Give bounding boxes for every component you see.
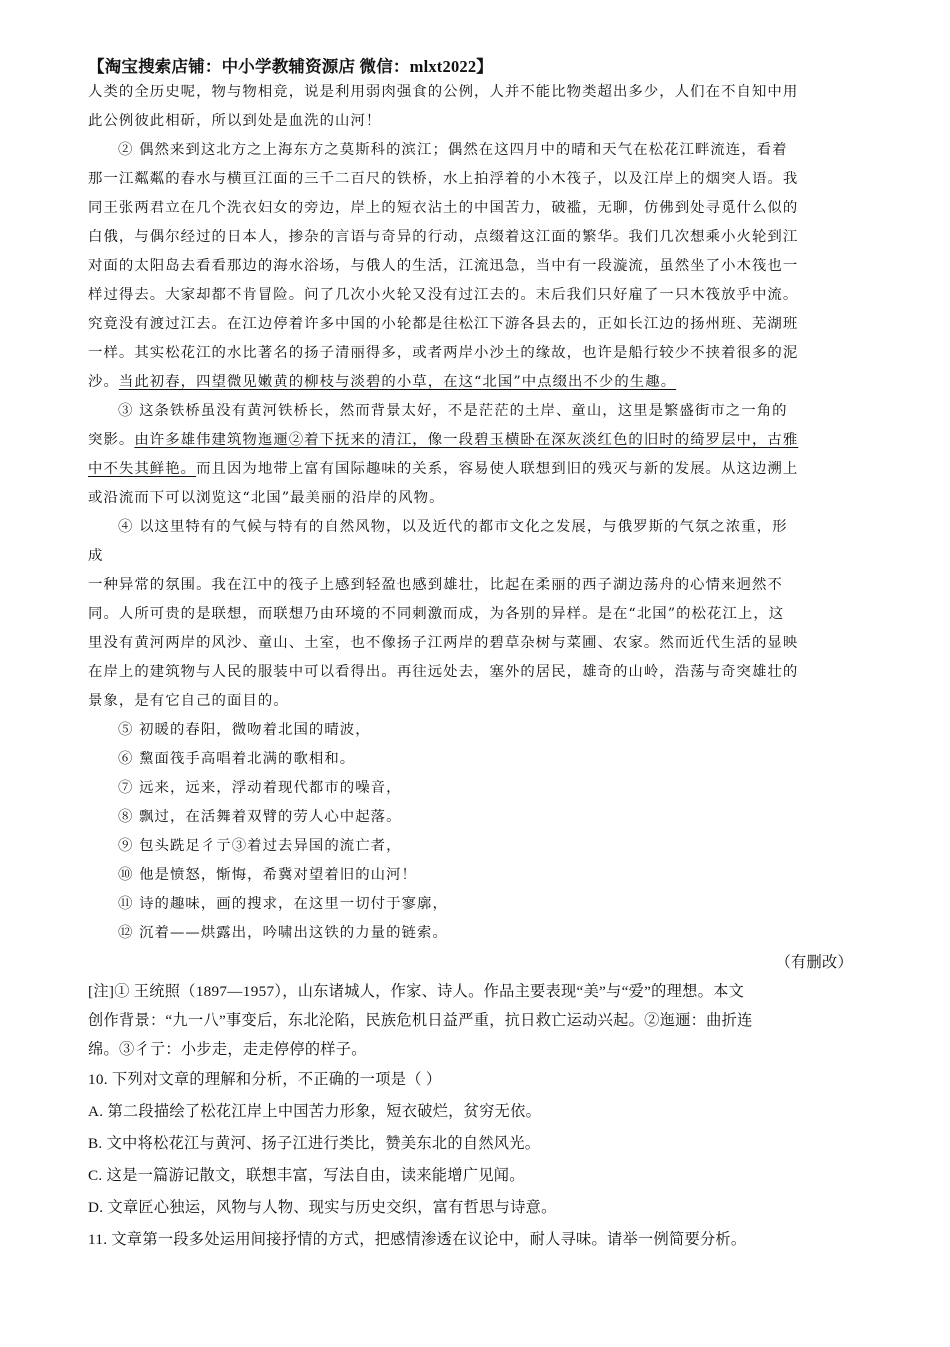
- article-text: 沙。: [88, 374, 119, 390]
- article-line: 同王张两君立在几个洗衣妇女的旁边，岸上的短衣沾土的中国苦力，破褴，无聊，仿佛到处寻觅什么似的: [88, 200, 799, 216]
- note-line: [注]① 王统照（1897—1957），山东诸城人，作家、诗人。作品主要表现“美”与“爱”的理想。本文: [88, 983, 745, 1000]
- article-text: 而且因为地带上富有国际趣味的关系，容易使人联想到旧的残灭与新的发展。从这边溯上: [196, 461, 799, 477]
- poem-line: ⑨ 包头跣足彳亍③着过去异国的流亡者，: [118, 838, 402, 854]
- exam-page: [88, 56, 863, 1256]
- notes-section: [88, 948, 863, 1064]
- article-line: 此公例彼此相斫，所以到处是血洗的山河！: [88, 113, 382, 129]
- article-line: [88, 368, 863, 397]
- poem-line: ⑤ 初暖的春阳，微吻着北国的晴波，: [118, 722, 371, 738]
- poem-line: ⑩ 他是愤怒，惭悔，希冀对望着旧的山河！: [118, 867, 417, 883]
- question-10-option-c: C. 这是一篇游记散文，联想丰富，写法自由，读来能增广见闻。: [88, 1167, 525, 1184]
- article-line: 或沿流而下可以浏览这“北国”最美丽的沿岸的风物。: [88, 490, 445, 506]
- question-11-stem: 11. 文章第一段多处运用间接抒情的方式，把感情渗透在议论中，耐人寻味。请举一例简要分析。: [88, 1231, 747, 1248]
- store-header: 【淘宝搜索店铺：中小学教辅资源店 微信：mlxt2022】: [88, 57, 493, 76]
- poem-line: ⑪ 诗的趣味，画的搜求，在这里一切付于寥廓，: [118, 896, 448, 912]
- underlined-sentence-2-end: 中不失其鲜艳。: [88, 461, 197, 477]
- article-line: 那一江粼粼的春水与横亘江面的三千二百尺的铁桥，水上拍浮着的小木筏子，以及江岸上的烟突人语。我: [88, 171, 799, 187]
- underlined-sentence-1: 当此初春，四望微见嫩黄的柳枝与淡碧的小草，在这“北国”中点缀出不少的生趣。: [118, 374, 677, 390]
- article-line: 对面的太阳岛去看看那边的海水浴场，与俄人的生活，江流迅急，当中有一段漩流，虽然坐了小木筏也一: [88, 258, 799, 274]
- article-line: 白俄，与偶尔经过的日本人，掺杂的言语与奇异的行动，点缀着这江面的繁华。我们几次想乘小火轮到江: [88, 229, 799, 245]
- paragraph-3-start: ③ 这条铁桥虽没有黄河铁桥长，然而背景太好，不是茫茫的土岸、童山，这里是繁盛街市之一角的: [118, 403, 788, 419]
- question-10-stem: 10. 下列对文章的理解和分析，不正确的一项是（ ）: [88, 1071, 442, 1088]
- article-body: [88, 78, 863, 948]
- article-line: 里没有黄河两岸的风沙、童山、土室，也不像扬子江两岸的碧草杂树与菜圃、农家。然而近代生活的显映: [88, 635, 799, 651]
- poem-line: ⑧ 飘过，在活舞着双臂的劳人心中起落。: [118, 809, 402, 825]
- note-line: 绵。③彳亍：小步走，走走停停的样子。: [88, 1041, 367, 1058]
- article-line: 景象，是有它自己的面目的。: [88, 693, 289, 709]
- article-line: 一样。其实松花江的水比著名的扬子清丽得多，或者两岸小沙土的缘故，也许是船行较少不挟着很多的泥: [88, 345, 799, 361]
- question-10-option-a: A. 第二段描绘了松花江岸上中国苦力形象，短衣破烂，贫穷无依。: [88, 1103, 542, 1120]
- article-line: 人类的全历史呢，物与物相竞，说是利用弱肉强食的公例，人并不能比物类超出多少，人们在不自知中用: [88, 84, 799, 100]
- article-line: 样过得去。大家却都不肯冒险。问了几次小火轮又没有过江去的。末后我们只好雇了一只木筏放乎中流。: [88, 287, 799, 303]
- question-10-option-d: D. 文章匠心独运，风物与人物、现实与历史交织，富有哲思与诗意。: [88, 1199, 557, 1216]
- article-text: 突影。: [88, 432, 135, 448]
- article-line: 成: [88, 548, 104, 564]
- poem-line: ⑦ 远来，远来，浮动着现代都市的噪音，: [118, 780, 402, 796]
- article-line: [88, 426, 863, 455]
- questions-section: [88, 1064, 863, 1256]
- underlined-sentence-2: 由许多雄伟建筑物迤逦②着下抚来的清江，像一段碧玉横卧在深灰淡红色的旧时的绮罗层中，古雅: [134, 432, 799, 448]
- question-10-option-b: B. 文中将松花江与黄河、扬子江进行类比，赞美东北的自然风光。: [88, 1135, 541, 1152]
- revision-note: （有删改）: [775, 954, 853, 971]
- note-line: 创作背景：“九一八”事变后，东北沦陷，民族危机日益严重，抗日救亡运动兴起。②迤逦：曲折连: [88, 1012, 753, 1029]
- paragraph-2-start: ② 偶然来到这北方之上海东方之莫斯科的滨江；偶然在这四月中的晴和天气在松花江畔流连，看着: [118, 142, 788, 158]
- poem-line: ⑥ 黧面筏手高唱着北满的歌相和。: [118, 751, 356, 767]
- article-line: 同。人所可贵的是联想，而联想乃由环境的不同刺激而成，为各别的异样。是在“北国”的松花江上，这: [88, 606, 785, 622]
- poem-line: ⑫ 沉着——烘露出，吟啸出这铁的力量的链索。: [118, 925, 448, 941]
- article-line: 在岸上的建筑物与人民的服装中可以看得出。再往远处去，塞外的居民，雄奇的山岭，浩荡与奇突雄壮的: [88, 664, 799, 680]
- article-line: 究竟没有渡过江去。在江边停着许多中国的小轮都是往松江下游各县去的，正如长江边的扬州班、芜湖班: [88, 316, 799, 332]
- article-line: 一种异常的氛围。我在江中的筏子上感到轻盈也感到雄壮，比起在柔丽的西子湖边荡舟的心情来迥然不: [88, 577, 783, 593]
- article-line: [88, 455, 863, 484]
- paragraph-4-start: ④ 以这里特有的气候与特有的自然风物，以及近代的都市文化之发展，与俄罗斯的气氛之浓重，形: [118, 519, 788, 535]
